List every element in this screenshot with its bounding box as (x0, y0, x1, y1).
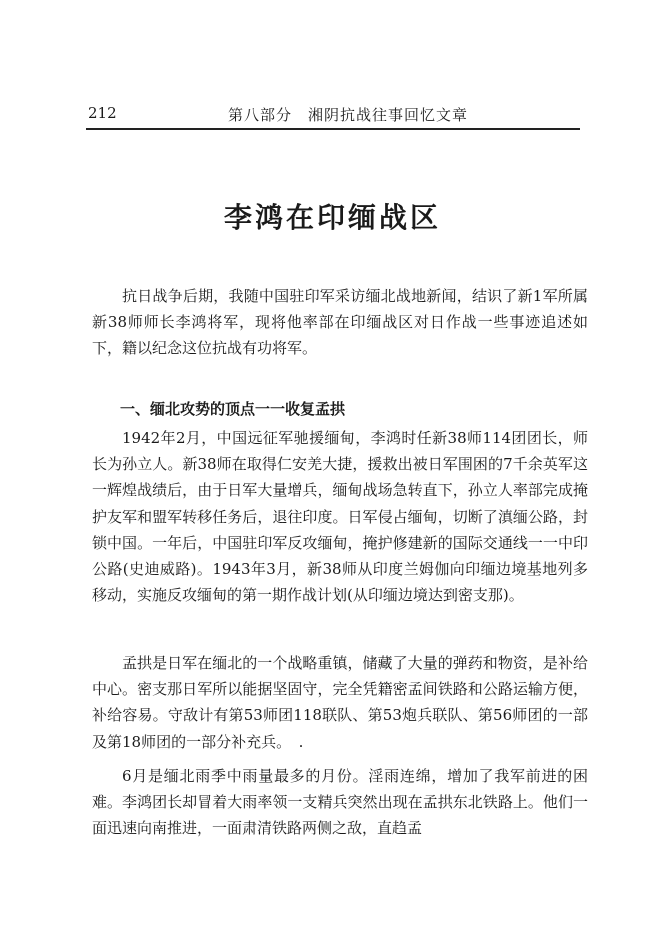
page-header (86, 102, 580, 130)
body-paragraph: 1942年2月，中国远征军驰援缅甸，李鸿时任新38师114团团长，师长为孙立人。新38师在取得仁安羌大捷，援救出被日军围困的7千余英军这一辉煌战绩后，由于日军大量增兵，缅甸战场急转直下，孙立人率部完成掩护友军和盟军转移任务后，退往印度。日军侵占缅甸，切断了滇缅公路，封锁中国。一年后，中国驻印军反攻缅甸，掩护修建新的国际交通线一一中印公路(史迪威路)。1943年3月，新38师从印度兰姆伽向印缅边境基地列多移动，实施反攻缅甸的第一期作战计划(从印缅边境达到密支那)。 (92, 429, 588, 605)
body-paragraph: 孟拱是日军在缅北的一个战略重镇，储藏了大量的弹药和物资，是补给中心。密支那日军所以能据坚固守，完全凭籍密孟间铁路和公路运输方便，补给容易。守敌计有第53师团118联队、第53炮兵联队、第56师团的一部及第18师团的一部分补充兵。 . (92, 654, 588, 751)
body-paragraph: 6月是缅北雨季中雨量最多的月份。淫雨连绵，增加了我军前进的困难。李鸿团长却冒着大雨率领一支精兵突然出现在孟拱东北铁路上。他们一面迅速向南推进，一面肃清铁路两侧之敌，直趋孟 (92, 767, 588, 838)
page-number: 212 (88, 104, 117, 122)
intro-paragraph: 抗日战争后期，我随中国驻印军采访缅北战地新闻，结识了新1军所属新38师师长李鸿将军，现将他率部在印缅战区对日作战一些事迹追述如下，籍以纪念这位抗战有功将军。 (92, 287, 588, 358)
article-title: 李鸿在印缅战区 (223, 201, 441, 234)
section-heading: 一、缅北攻势的顶点一一收复孟拱 (120, 400, 346, 418)
running-head: 第八部分 湘阴抗战往事回忆文章 (228, 106, 469, 124)
